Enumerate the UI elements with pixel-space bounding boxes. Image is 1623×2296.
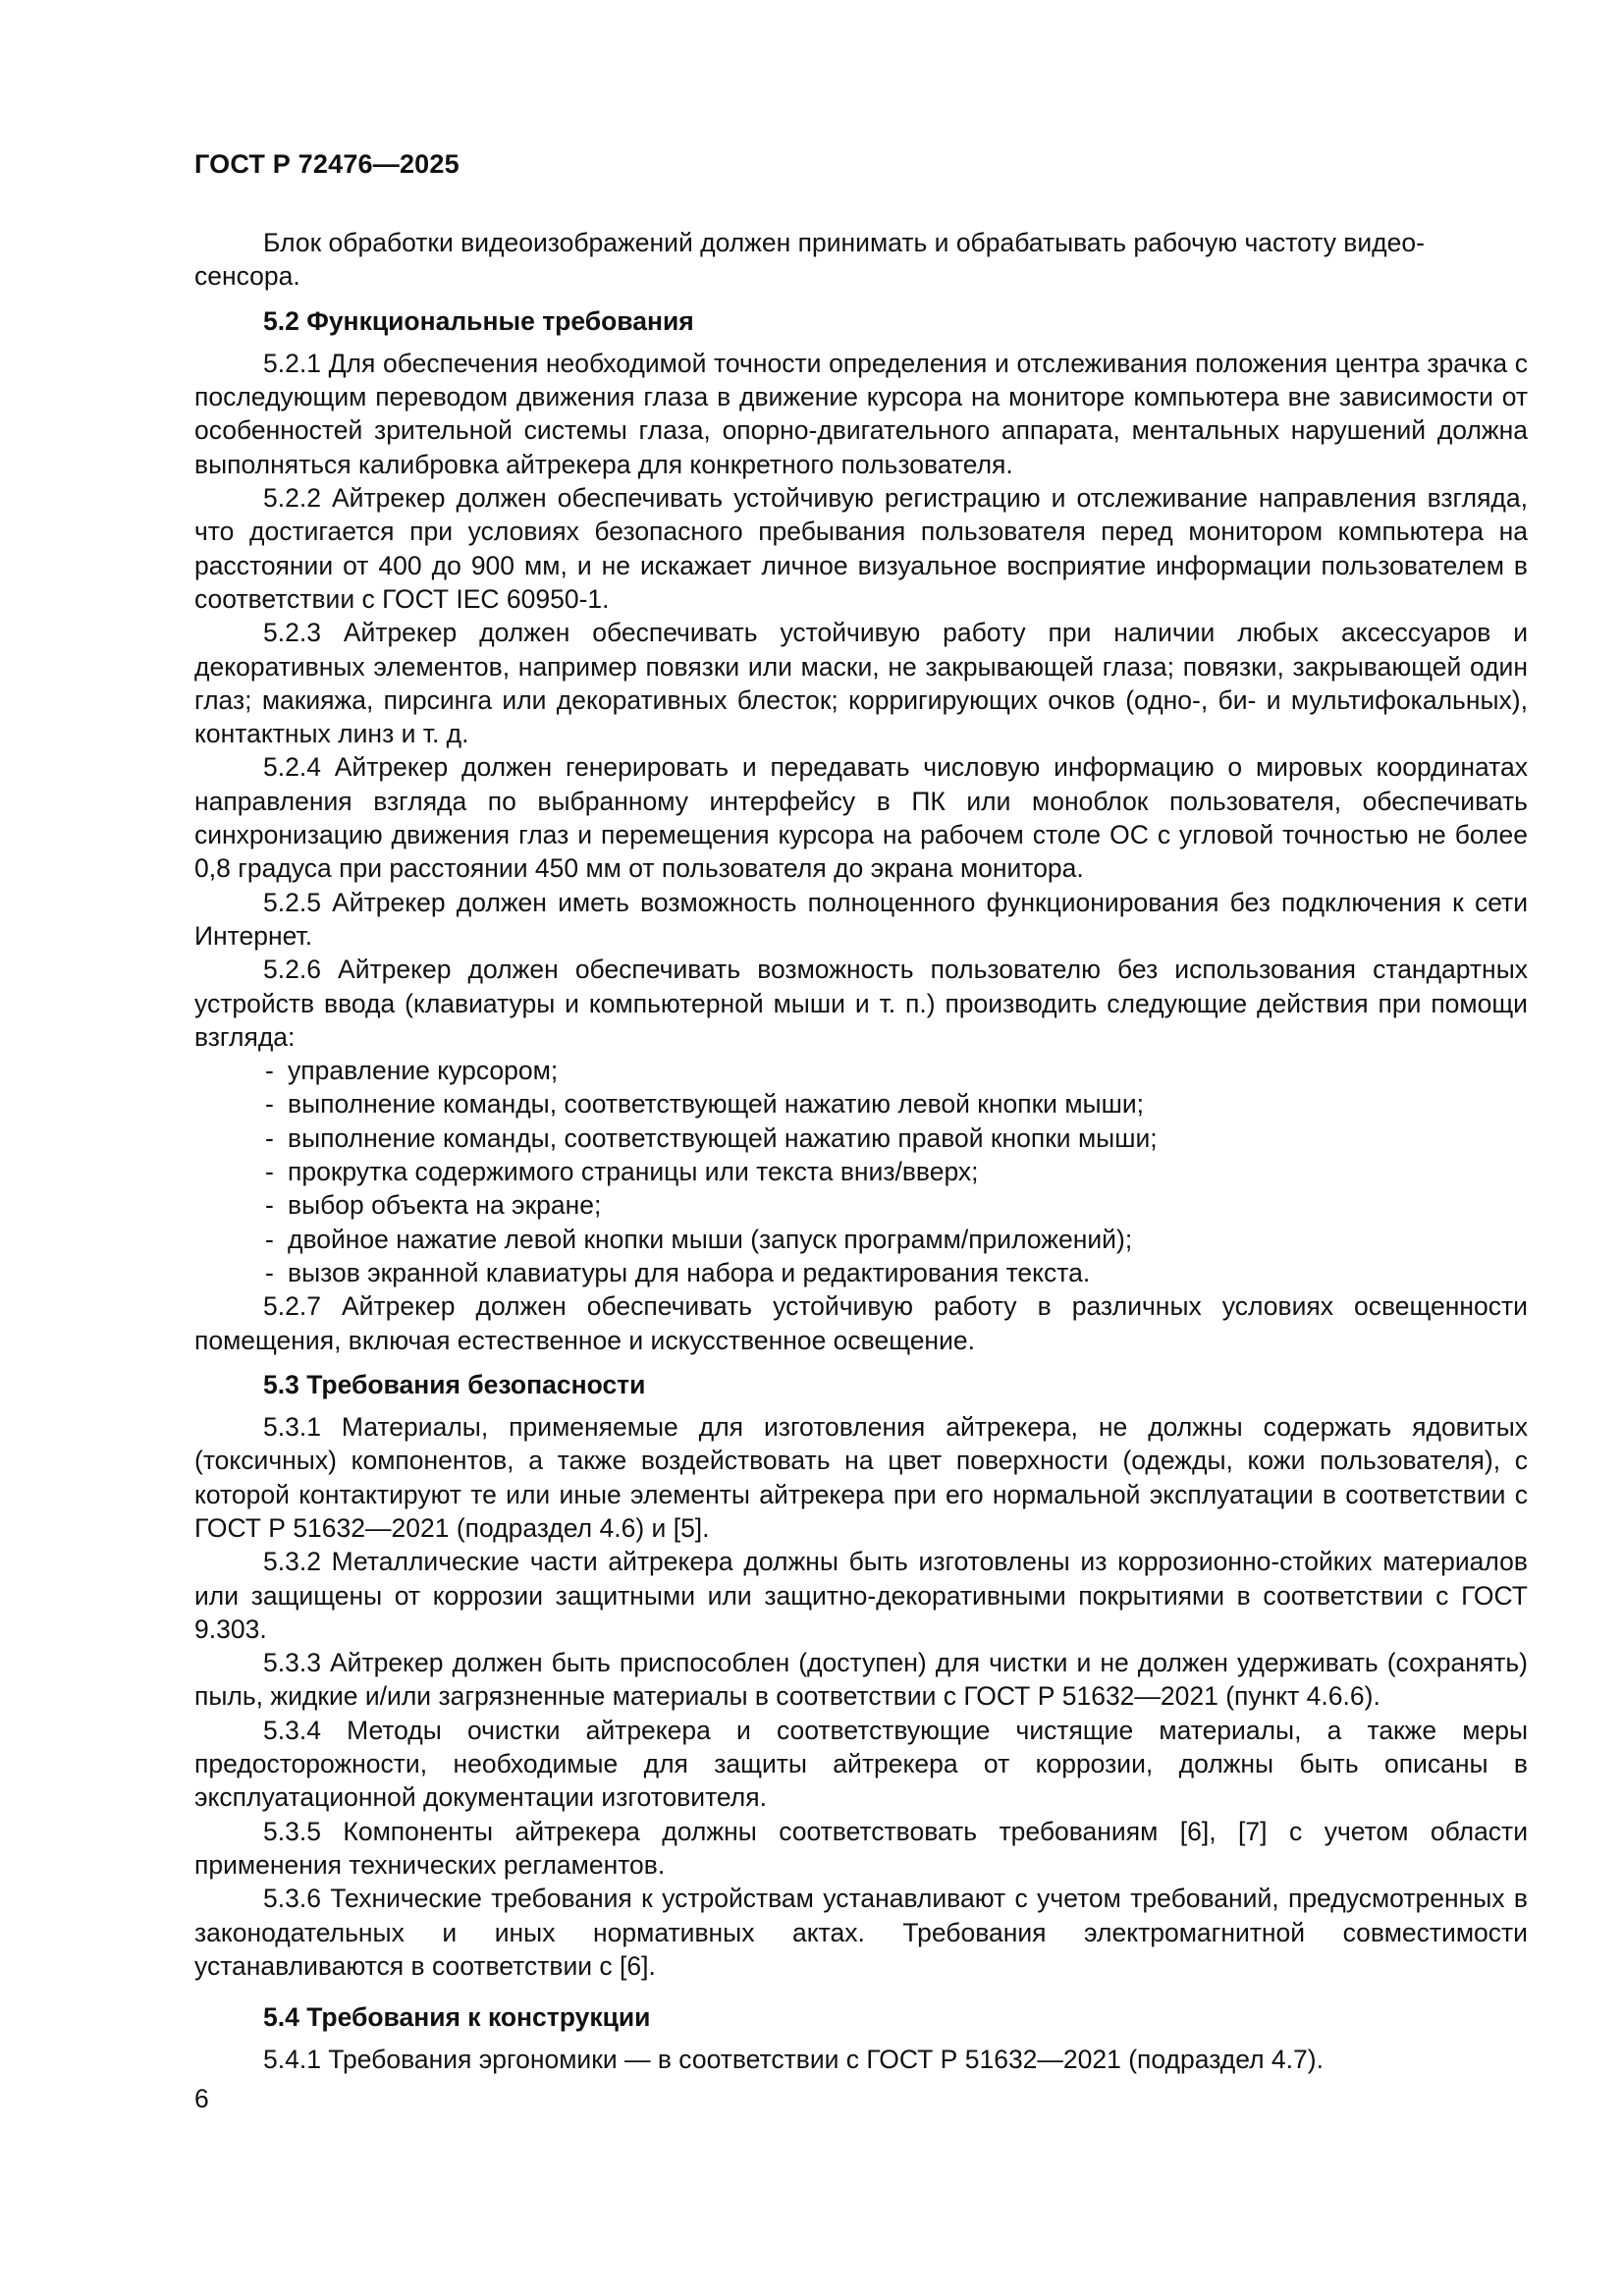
- intro-paragraph: [194, 226, 1528, 294]
- list-item-text: выполнение команды, соответствующей нажатию правой кнопки мыши;: [288, 1122, 1158, 1153]
- paragraph-5-2-7: 5.2.7 Айтрекер должен обеспечивать устойчивую работу в различных условиях освещенности помещения, включая естественное и искусственное освещение.: [194, 1291, 1528, 1355]
- section-5-4-heading: 5.4 Требования к конструкции: [263, 2002, 651, 2033]
- paragraph-5-3-4: 5.3.4 Методы очистки айтрекера и соответствующие чистящие материалы, а также меры предосторожности, необходимые для защиты айтрекера от коррозии, должны быть описаны в эксплуатационной документации изготовителя.: [194, 1715, 1528, 1813]
- document-body: [194, 226, 1528, 2077]
- list-item-text: вызов экранной клавиатуры для набора и редактирования текста.: [288, 1257, 1091, 1287]
- intro-line-1: Блок обработки видеоизображений должен принимать и обрабатывать рабочую частоту видео-: [263, 228, 1425, 257]
- list-item-text: прокрутка содержимого страницы или текста вниз/вверх;: [288, 1157, 979, 1187]
- paragraph-5-2-2: 5.2.2 Айтрекер должен обеспечивать устойчивую регистрацию и отслеживание направления взгляда, что достигается при условиях безопасного пребывания пользователя перед монитором компьютера на расстоянии от 400 до 900 мм, и не искажает личное визуальное восприятие информации пользователем в соответствии с ГОСТ IEC 60950-1.: [194, 483, 1528, 614]
- page-number: 6: [194, 2084, 209, 2113]
- list-item: [265, 1054, 1528, 1087]
- document-header: ГОСТ Р 72476—2025: [194, 149, 460, 179]
- list-item-text: выполнение команды, соответствующей нажатию левой кнопки мыши;: [288, 1089, 1145, 1120]
- list-item: [265, 1223, 1528, 1256]
- paragraph-5-2-6: 5.2.6 Айтрекер должен обеспечивать возможность пользователю без использования стандартных устройств ввода (клавиатуры и компьютерной мыши и т. п.) производить следующие действия при помощи взгляда:: [194, 955, 1528, 1052]
- paragraph-5-2-1: 5.2.1 Для обеспечения необходимой точности определения и отслеживания положения центра зрачка с последующим переводом движения глаза в движение курсора на мониторе компьютера вне зависимости от особенностей зрительной системы глаза, опорно-двигательного аппарата, ментальных нарушений должна выполняться калибровка айтрекера для конкретного пользователя.: [194, 348, 1528, 479]
- list-item-text: управление курсором;: [288, 1056, 559, 1086]
- paragraph-5-3-6: 5.3.6 Технические требования к устройствам устанавливают с учетом требований, предусмотренных в законодательных и иных нормативных актах. Требования электромагнитной совместимости устанавливаются в соответствии с [6].: [194, 1884, 1528, 1981]
- list-item: [265, 1087, 1528, 1121]
- paragraph-5-3-1: 5.3.1 Материалы, применяемые для изготовления айтрекера, не должны содержать ядовитых (токсичных) компонентов, а также воздействовать на цвет поверхности (одежды, кожи пользователя), с которой контактируют те или иные элементы айтрекера при его нормальной эксплуатации в соответствии с ГОСТ Р 51632—2021 (подраздел 4.6) и [5].: [194, 1412, 1528, 1543]
- paragraph-5-4-1: 5.4.1 Требования эргономики — в соответствии с ГОСТ Р 51632—2021 (подраздел 4.7).: [263, 2045, 1324, 2075]
- paragraph-5-2-3: 5.2.3 Айтрекер должен обеспечивать устойчивую работу при наличии любых аксессуаров и декоративных элементов, например повязки или маски, не закрывающей глаза; повязки, закрывающей один глаз; макияжа, пирсинга или декоративных блесток; корригирующих очков (одно-, би- и мультифокальных), контактных линз и т. д.: [194, 618, 1528, 749]
- list-item: [265, 1188, 1528, 1222]
- list-marker: -: [265, 1257, 274, 1287]
- list-marker: -: [265, 1157, 274, 1187]
- list-item: [265, 1155, 1528, 1188]
- list-item: [265, 1256, 1528, 1289]
- paragraph-5-2-4: 5.2.4 Айтрекер должен генерировать и передавать числовую информацию о мировых координатах направления взгляда по выбранному интерфейсу в ПК или моноблок пользователя, обеспечивать синхронизацию движения глаз и перемещения курсора на рабочем столе ОС с угловой точностью не более 0,8 градуса при расстоянии 450 мм от пользователя до экрана монитора.: [194, 752, 1528, 884]
- list-marker: -: [265, 1190, 274, 1221]
- list-item: [265, 1121, 1528, 1155]
- paragraph-5-2-5: 5.2.5 Айтрекер должен иметь возможность полноценного функционирования без подключения к сети Интернет.: [194, 887, 1528, 951]
- paragraph-5-3-2: 5.3.2 Металлические части айтрекера должны быть изготовлены из коррозионно-стойких материалов или защищены от коррозии защитными или защитно-декоративными покрытиями в соответствии с ГОСТ 9.303.: [194, 1547, 1528, 1644]
- intro-line-2: сенсора.: [194, 261, 300, 292]
- list-item-text: двойное нажатие левой кнопки мыши (запуск программ/приложений);: [288, 1224, 1133, 1254]
- paragraph-5-3-3: 5.3.3 Айтрекер должен быть приспособлен (доступен) для чистки и не должен удерживать (сохранять) пыль, жидкие и/или загрязненные материалы в соответствии с ГОСТ Р 51632—2021 (пункт 4.6.6).: [194, 1648, 1528, 1712]
- list-marker: -: [265, 1122, 274, 1153]
- paragraph-5-3-5: 5.3.5 Компоненты айтрекера должны соответствовать требованиям [6], [7] с учетом области применения технических регламентов.: [194, 1816, 1528, 1880]
- list-marker: -: [265, 1224, 274, 1254]
- list-marker: -: [265, 1056, 274, 1086]
- section-5-3-heading: 5.3 Требования безопасности: [263, 1369, 646, 1399]
- list-marker: -: [265, 1089, 274, 1120]
- list-item-text: выбор объекта на экране;: [288, 1190, 602, 1221]
- section-5-2-heading: 5.2 Функциональные требования: [263, 305, 694, 336]
- actions-list: [194, 1054, 1528, 1289]
